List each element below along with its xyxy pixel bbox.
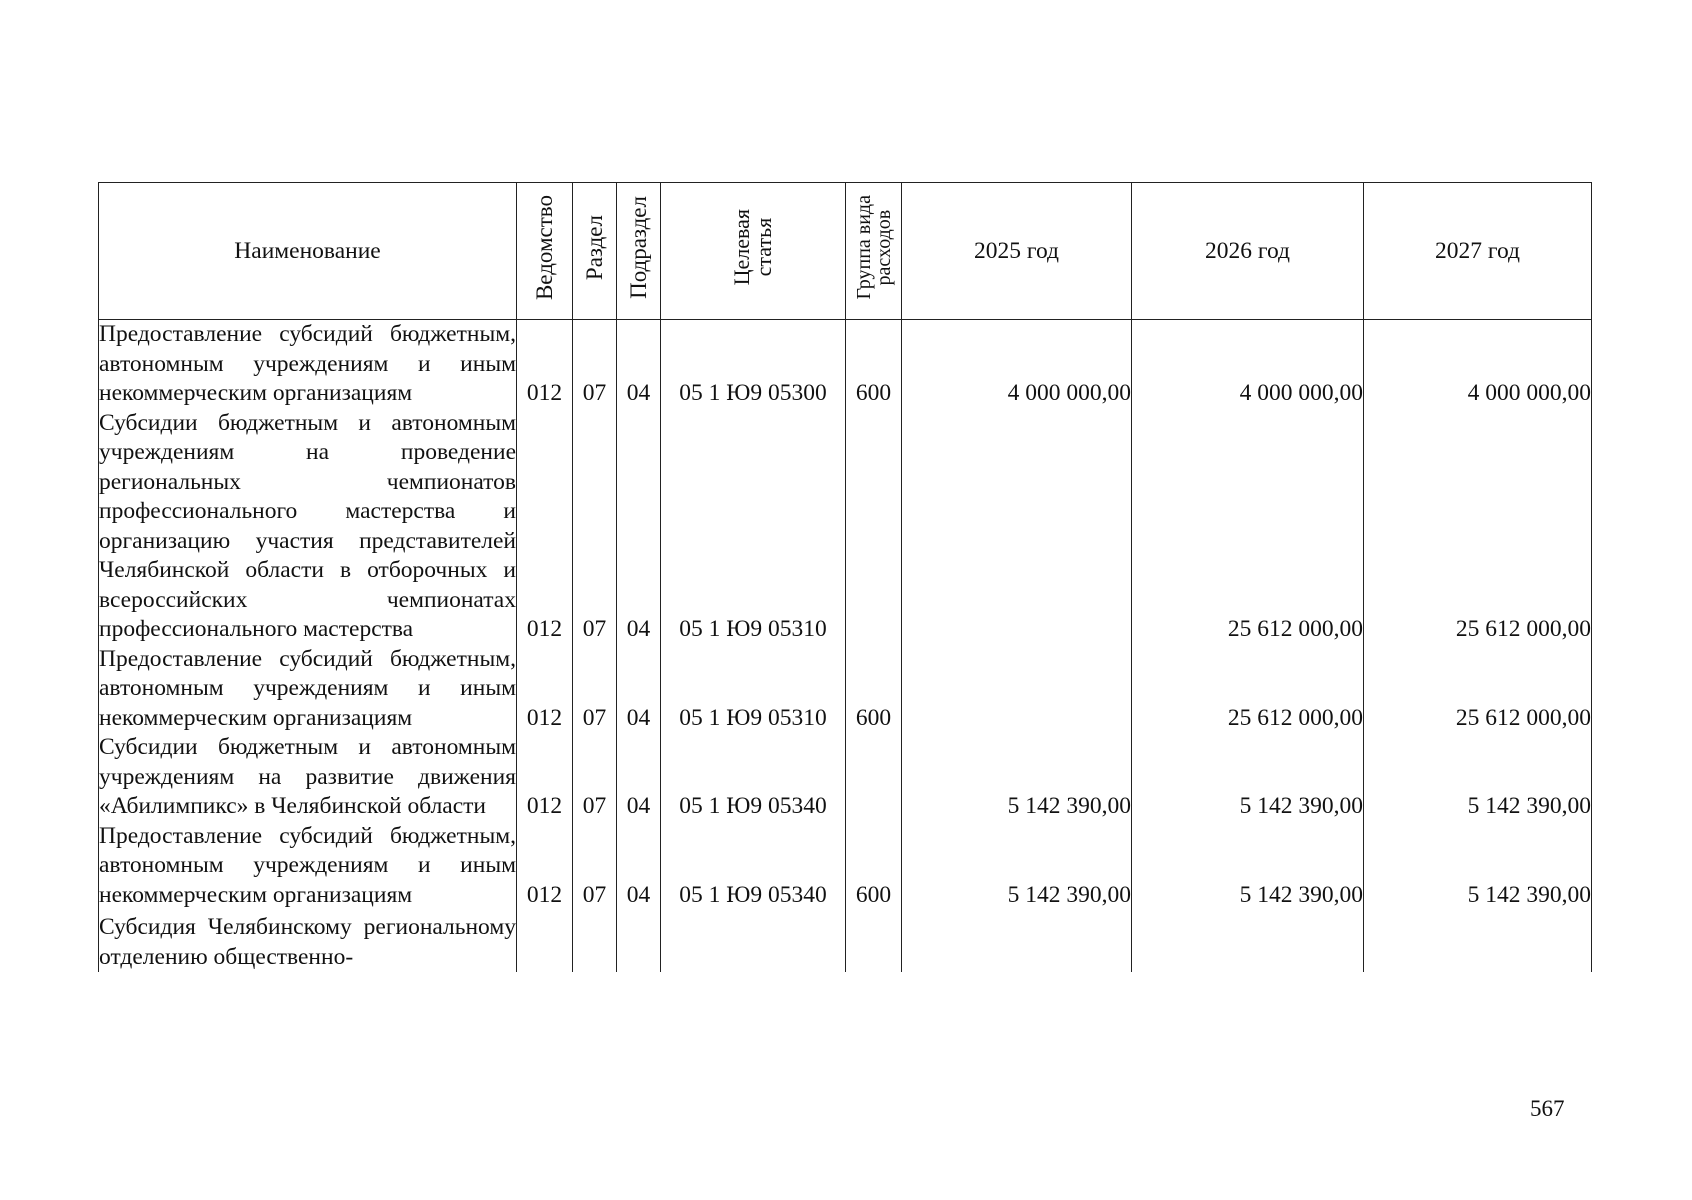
row-vedomstvo: 012 [517, 822, 573, 911]
row-2026: 4 000 000,00 [1132, 320, 1364, 409]
row-gruppa: 600 [846, 645, 902, 734]
row-2026: 25 612 000,00 [1132, 645, 1364, 734]
row-gruppa [846, 910, 902, 972]
row-name: Субсидия Челябинскому региональному отделению общественно- [99, 910, 517, 972]
row-celevaya [661, 910, 846, 972]
header-podrazdel: Подраздел [617, 183, 661, 320]
row-gruppa: 600 [846, 320, 902, 409]
row-celevaya: 05 1 Ю9 05310 [661, 645, 846, 734]
page-number: 567 [1530, 1096, 1565, 1121]
row-podrazdel: 04 [617, 822, 661, 911]
row-2025: 4 000 000,00 [902, 320, 1132, 409]
table-row [99, 409, 1592, 645]
row-name: Предоставление субсидий бюджетным, автономным учреждениям и иным некоммерческим организациям [99, 822, 517, 911]
row-celevaya: 05 1 Ю9 05340 [661, 822, 846, 911]
row-podrazdel: 04 [617, 733, 661, 822]
row-2026 [1132, 910, 1364, 972]
row-vedomstvo: 012 [517, 733, 573, 822]
header-celevaya-statya: Целевая статья [661, 183, 846, 320]
row-name: Предоставление субсидий бюджетным, автономным учреждениям и иным некоммерческим организациям [99, 320, 517, 409]
row-2027: 5 142 390,00 [1364, 822, 1592, 911]
row-2025: 5 142 390,00 [902, 733, 1132, 822]
row-2027: 25 612 000,00 [1364, 409, 1592, 645]
row-vedomstvo: 012 [517, 409, 573, 645]
header-2027: 2027 год [1364, 183, 1592, 320]
row-podrazdel: 04 [617, 409, 661, 645]
row-razdel [573, 910, 617, 972]
row-2025 [902, 409, 1132, 645]
table-header-row [99, 183, 1592, 320]
row-2025 [902, 910, 1132, 972]
row-vedomstvo: 012 [517, 320, 573, 409]
table-row-continued [99, 910, 1592, 972]
row-2027: 5 142 390,00 [1364, 733, 1592, 822]
budget-table [98, 182, 1592, 972]
row-podrazdel [617, 910, 661, 972]
row-2025: 5 142 390,00 [902, 822, 1132, 911]
row-celevaya: 05 1 Ю9 05310 [661, 409, 846, 645]
row-gruppa: 600 [846, 822, 902, 911]
row-podrazdel: 04 [617, 645, 661, 734]
table-row [99, 645, 1592, 734]
header-vedomstvo: Ведомство [517, 183, 573, 320]
row-podrazdel: 04 [617, 320, 661, 409]
row-2026: 5 142 390,00 [1132, 822, 1364, 911]
header-2026: 2026 год [1132, 183, 1364, 320]
row-2026: 5 142 390,00 [1132, 733, 1364, 822]
row-vedomstvo: 012 [517, 645, 573, 734]
row-gruppa [846, 733, 902, 822]
row-2027 [1364, 910, 1592, 972]
row-razdel: 07 [573, 645, 617, 734]
header-2025: 2025 год [902, 183, 1132, 320]
table-row [99, 320, 1592, 409]
row-razdel: 07 [573, 320, 617, 409]
row-name: Предоставление субсидий бюджетным, автономным учреждениям и иным некоммерческим организациям [99, 645, 517, 734]
row-razdel: 07 [573, 733, 617, 822]
row-2025 [902, 645, 1132, 734]
row-celevaya: 05 1 Ю9 05340 [661, 733, 846, 822]
row-gruppa [846, 409, 902, 645]
row-2026: 25 612 000,00 [1132, 409, 1364, 645]
row-razdel: 07 [573, 409, 617, 645]
header-name: Наименование [99, 183, 517, 320]
row-vedomstvo [517, 910, 573, 972]
row-2027: 4 000 000,00 [1364, 320, 1592, 409]
header-gruppa-vida-rashodov: Группа вида расходов [846, 183, 902, 320]
table-row [99, 733, 1592, 822]
row-2027: 25 612 000,00 [1364, 645, 1592, 734]
row-celevaya: 05 1 Ю9 05300 [661, 320, 846, 409]
row-name: Субсидии бюджетным и автономным учреждениям на проведение региональных чемпионатов профессионального мастерства и организацию участия представителей Челябинской области в отборочных и всероссийских чемпионатах профессионального мастерства [99, 409, 517, 645]
table-row [99, 822, 1592, 911]
row-razdel: 07 [573, 822, 617, 911]
row-name: Субсидии бюджетным и автономным учреждениям на развитие движения «Абилимпикс» в Челябинской области [99, 733, 517, 822]
header-razdel: Раздел [573, 183, 617, 320]
